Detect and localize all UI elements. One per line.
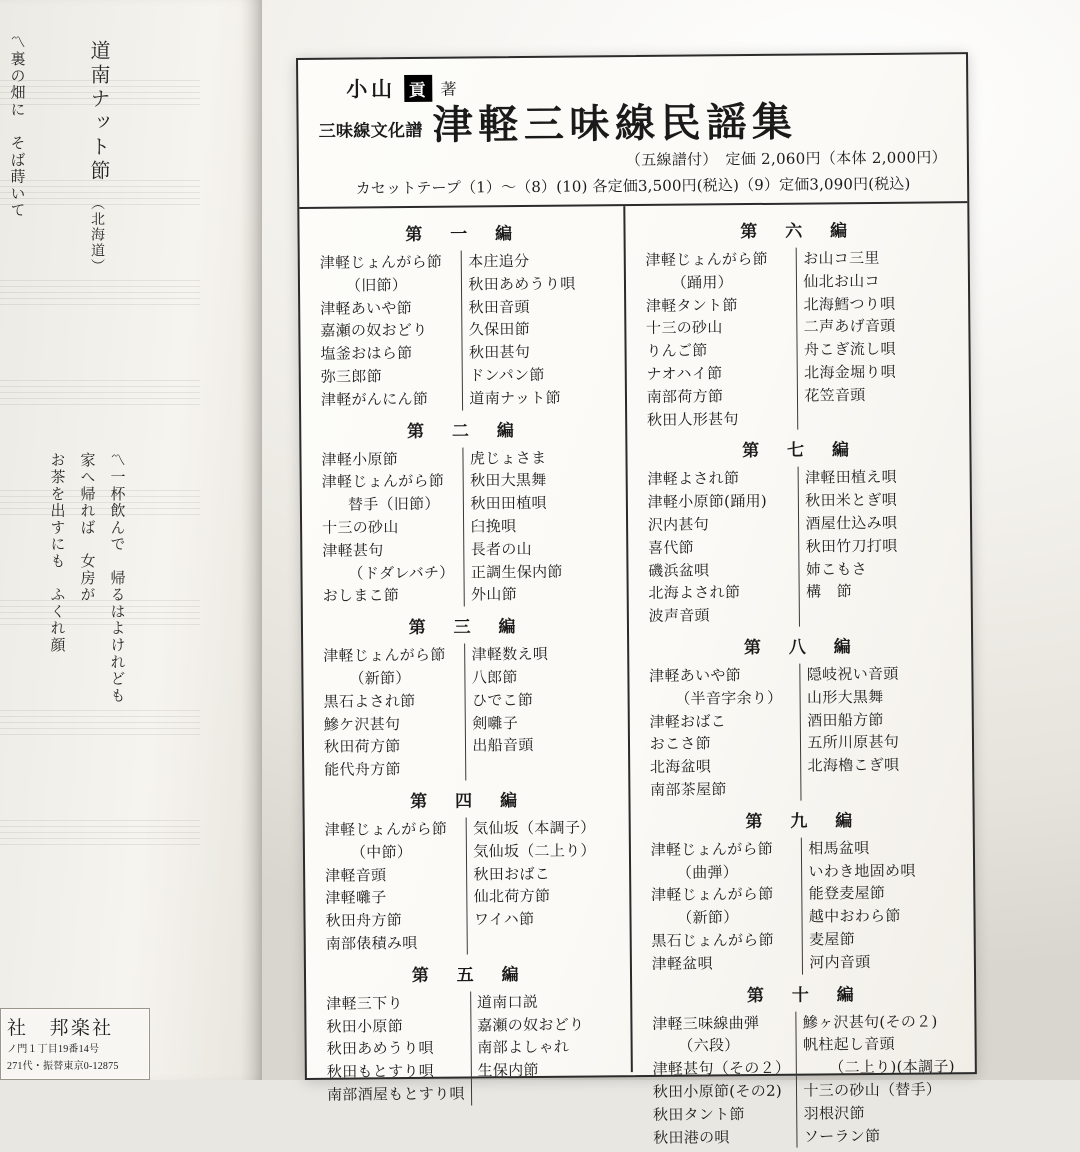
toc-section-heading: 第 九 編 <box>745 810 858 832</box>
lyric-line-1: 〽一杯飲んで 帰るはよけれども <box>108 452 127 704</box>
toc-section-heading: 第 三 編 <box>408 617 522 639</box>
toc-entry: 津軽小原節(踊用) <box>647 492 768 512</box>
toc-entry: 帆柱起し音頭 <box>802 1035 895 1054</box>
toc-entry: おこさ節 <box>649 734 712 754</box>
toc-subcolumn <box>643 664 802 802</box>
toc-entry: 津軽三下り <box>326 993 403 1013</box>
toc-entry: 秋田小原節(その2) <box>652 1081 783 1101</box>
toc-entry: 津軽じょんがら節 <box>650 839 774 859</box>
toc-entry: 舟こぎ流し唄 <box>803 339 896 359</box>
toc-section-body <box>319 816 616 955</box>
toc-entry: （踊用） <box>671 272 733 292</box>
toc-entry: 波声音頭 <box>648 606 710 626</box>
series-label: 三味線文化譜 <box>318 120 423 142</box>
toc-entry: 津軽タント節 <box>645 295 738 315</box>
author-name: 小山 <box>346 76 396 102</box>
toc-entry: 構 節 <box>805 582 853 601</box>
toc-entry: 道南口説 <box>476 992 539 1012</box>
toc-entry: （二上り)(本調子) <box>829 1057 955 1077</box>
toc-entry: おしまこ節 <box>322 586 400 606</box>
toc-entry: 秋田小原節 <box>326 1016 404 1036</box>
toc-entry: 沢内甚句 <box>647 515 710 534</box>
cassette-price-line: カセットテープ（1）～（8）(10) 各定価3,500円(税込)（9）定価3,090円(税込) <box>355 174 911 198</box>
toc-entry: ひでこ節 <box>471 690 534 710</box>
toc-subcolumn <box>639 248 798 432</box>
toc-entry: 久保田節 <box>468 320 531 339</box>
toc-entry: 正調生保内節 <box>470 562 563 582</box>
toc-entry: 嘉瀬の奴おどり <box>320 321 428 341</box>
toc-section-heading: 第 七 編 <box>742 440 855 462</box>
toc-entry: 秋田米とぎ唄 <box>805 490 898 510</box>
toc-entry: 秋田舟方節 <box>325 911 403 930</box>
toc-subcolumn <box>471 990 617 1105</box>
toc-entry: お山コ三里 <box>803 248 880 268</box>
toc-entry: 秋田人形甚句 <box>646 409 739 429</box>
toc-entry: 隠岐祝い音頭 <box>806 664 899 684</box>
toc-entry: 津軽じょんがら節 <box>645 249 768 269</box>
author-line <box>346 68 946 103</box>
toc-section-heading: 第 十 編 <box>746 984 860 1006</box>
toc-column-right <box>625 203 975 1147</box>
publisher-name: 社 邦楽社 <box>7 1018 114 1039</box>
toc-subcolumn <box>802 836 960 974</box>
toc-section-heading: 第 二 編 <box>406 420 520 442</box>
toc-entry: （新節） <box>677 908 739 927</box>
title-row <box>318 100 946 147</box>
toc-subcolumn <box>315 447 465 608</box>
toc-entry: 生保内節 <box>477 1061 539 1080</box>
toc-entry: 秋田あめうり唄 <box>468 274 576 294</box>
toc-section <box>646 979 962 1150</box>
toc-columns <box>299 203 975 1147</box>
toc-subcolumn <box>799 466 957 627</box>
toc-section <box>318 785 615 955</box>
toc-entry: （中節） <box>350 842 413 862</box>
toc-entry: 花笠音頭 <box>804 385 866 405</box>
toc-section <box>313 218 610 411</box>
toc-entry: 津軽じょんがら節 <box>321 472 445 492</box>
toc-entry: 道南ナット節 <box>469 388 561 408</box>
toc-entry: 津軽じょんがら節 <box>319 252 443 272</box>
publisher-address: ノ門１丁目19番14号 <box>7 1044 100 1055</box>
price-line: （五線譜付） 定価 2,060円（本体 2,000円） <box>625 148 947 170</box>
toc-subcolumn <box>464 446 613 607</box>
toc-entry: ナオハイ節 <box>646 364 723 383</box>
toc-entry: 鰺ヶ沢甚句(その２) <box>802 1011 938 1032</box>
publisher-account: 271代・振替東京0-12875 <box>7 1060 119 1072</box>
toc-section-heading: 第 六 編 <box>740 221 853 243</box>
toc-entry: 十三の砂山 <box>646 318 723 338</box>
toc-section-body <box>317 642 614 781</box>
lyric-line-top: 〽裏の畑に そば蒔いて <box>8 34 27 219</box>
toc-entry: 津軽よされ節 <box>647 469 740 489</box>
toc-entry: （六段） <box>678 1036 740 1056</box>
toc-entry: 羽根沢節 <box>803 1103 865 1123</box>
toc-section <box>639 215 955 431</box>
left-page-song-title: 道南ナット節 <box>87 40 111 184</box>
author-mark: 貢 <box>404 74 433 101</box>
toc-entry: 津軽あいや節 <box>649 666 742 685</box>
table-of-contents-page <box>296 52 977 1147</box>
toc-section-heading: 第 八 編 <box>743 637 857 659</box>
author-suffix: 著 <box>440 79 457 99</box>
book-title: 津軽三味線民謡集 <box>432 98 798 149</box>
toc-entry: （半音字余り） <box>675 688 783 708</box>
toc-entry: 津軽囃子 <box>325 888 387 908</box>
toc-entry: 嘉瀬の奴おどり <box>477 1015 585 1034</box>
book-masthead <box>298 54 967 209</box>
toc-entry: 越中おわら節 <box>808 906 901 926</box>
toc-entry: （新節） <box>349 668 411 688</box>
toc-entry: 津軽音頭 <box>325 865 387 885</box>
toc-entry: 酒田船方節 <box>807 710 884 730</box>
toc-entry: 喜代節 <box>647 538 695 557</box>
toc-entry: 相馬盆唄 <box>808 838 870 858</box>
toc-section-body <box>314 249 611 411</box>
toc-entry: 津軽盆唄 <box>651 954 713 973</box>
toc-entry: りんご節 <box>646 341 708 361</box>
toc-entry: 秋田もとすり唄 <box>326 1061 435 1081</box>
toc-subcolumn <box>646 1011 798 1149</box>
lyric-line-3: お茶を出すにも ふくれ顔 <box>48 452 67 654</box>
toc-entry: 剣囃子 <box>472 713 519 733</box>
toc-entry: 十三の砂山 <box>322 518 399 537</box>
toc-entry: 仙北荷方節 <box>473 887 551 906</box>
toc-entry: 津軽がんにん節 <box>320 389 429 409</box>
toc-entry: 津軽おばこ <box>649 711 727 731</box>
toc-entry: 鰺ケ沢甚句 <box>323 714 401 734</box>
toc-entry: 麦屋節 <box>809 930 856 949</box>
toc-entry: ワイハ節 <box>473 910 535 929</box>
toc-entry: 北海盆唄 <box>649 757 712 777</box>
toc-entry: 津軽甚句（その２） <box>652 1058 791 1079</box>
toc-section <box>315 415 612 608</box>
toc-entry: ドンパン節 <box>469 365 545 385</box>
toc-entry: 北海櫓こぎ唄 <box>807 755 900 775</box>
toc-entry: 北海よされ節 <box>648 583 741 603</box>
toc-subcolumn <box>465 642 614 780</box>
toc-subcolumn <box>801 662 959 800</box>
toc-entry: 気仙坂（本調子） <box>473 818 596 838</box>
toc-entry: 津軽じょんがら節 <box>650 885 774 905</box>
toc-section-heading: 第 一 編 <box>405 224 518 246</box>
toc-entry: 五所川原甚句 <box>807 733 900 752</box>
lyric-line-2: 家へ帰れば 女房が <box>78 452 97 604</box>
toc-entry: 河内音頭 <box>809 952 871 972</box>
toc-subcolumn <box>462 249 611 410</box>
toc-entry: 北海鱈つり唄 <box>803 294 896 314</box>
toc-subcolumn <box>317 644 467 782</box>
toc-section <box>320 959 617 1107</box>
toc-section <box>317 611 614 781</box>
toc-entry: 津軽甚句 <box>322 541 384 560</box>
toc-subcolumn <box>314 251 464 412</box>
toc-subcolumn <box>467 816 616 954</box>
toc-entry: （旧節） <box>345 275 408 295</box>
toc-entry: 八郎節 <box>471 668 518 687</box>
toc-subcolumn <box>641 467 800 628</box>
toc-subcolumn <box>320 991 472 1106</box>
toc-column-left <box>299 206 632 1104</box>
toc-section-body <box>315 446 612 608</box>
toc-subcolumn <box>797 1010 962 1148</box>
toc-entry: 秋田甚句 <box>468 343 531 362</box>
toc-entry: 秋田音頭 <box>468 297 530 317</box>
toc-entry: 気仙坂（二上り） <box>473 841 596 861</box>
toc-section <box>644 805 960 976</box>
toc-entry: 仙北お山コ <box>803 271 880 291</box>
toc-section <box>643 631 959 802</box>
toc-entry: 秋田田植唄 <box>470 494 547 513</box>
toc-entry: 秋田竹刀打唄 <box>805 536 898 556</box>
toc-entry: 能代舟方節 <box>324 760 401 779</box>
toc-entry: 能登麦屋節 <box>808 884 886 903</box>
toc-entry: いわき地固め唄 <box>808 861 916 881</box>
toc-entry: 南部荷方節 <box>646 387 724 406</box>
toc-section <box>641 435 957 628</box>
toc-entry: 黒石じょんがら節 <box>651 930 774 950</box>
toc-entry: 替手（旧節） <box>347 494 440 514</box>
toc-entry: 本庄追分 <box>468 251 530 271</box>
toc-entry: 虎じょさま <box>469 448 547 468</box>
toc-entry: 弥三郎節 <box>320 367 383 386</box>
toc-entry: 姉こもさ <box>805 559 868 579</box>
toc-entry: 山形大黒舞 <box>806 687 884 707</box>
toc-entry: 津軽小原節 <box>321 449 399 469</box>
publisher-stamp <box>0 1008 150 1080</box>
toc-entry: 外山節 <box>470 585 518 604</box>
toc-entry: 津軽三味線曲弾 <box>652 1013 760 1033</box>
toc-entry: 秋田港の唄 <box>653 1127 730 1147</box>
toc-entry: 津軽田植え唄 <box>804 468 897 487</box>
toc-entry: 秋田あめうり唄 <box>326 1039 434 1059</box>
toc-entry: 南部よしゃれ <box>477 1037 570 1057</box>
toc-section-heading: 第 四 編 <box>410 790 523 812</box>
toc-entry: 二声あげ音頭 <box>803 317 896 336</box>
toc-entry: 臼挽唄 <box>470 517 517 536</box>
toc-entry: 塩釜おはら節 <box>320 344 413 363</box>
toc-entry: （曲弾） <box>676 862 739 882</box>
toc-entry: 南部茶屋節 <box>650 780 727 799</box>
toc-entry: （ドダレバチ） <box>348 563 455 583</box>
toc-entry: 南部俵積み唄 <box>325 933 418 953</box>
toc-entry: 秋田大黒舞 <box>469 471 547 490</box>
toc-entry: 津軽じょんがら節 <box>324 819 448 839</box>
toc-section-body <box>643 662 958 802</box>
toc-subcolumn <box>645 837 804 975</box>
toc-entry: 秋田タント節 <box>652 1104 745 1124</box>
toc-section-body <box>641 466 957 628</box>
toc-entry: 十三の砂山（替手） <box>803 1080 942 1100</box>
toc-entry: 黒石よされ節 <box>323 691 416 711</box>
toc-subcolumn <box>797 246 955 430</box>
toc-section-heading: 第 五 編 <box>411 964 525 986</box>
toc-entry: 酒屋仕込み唄 <box>805 513 898 533</box>
toc-entry: 出船音頭 <box>472 736 534 755</box>
toc-entry: 津軽数え唄 <box>471 644 549 664</box>
toc-section-body <box>639 246 955 431</box>
toc-entry: ソーラン節 <box>803 1126 881 1146</box>
toc-entry: 津軽じょんがら節 <box>323 645 446 665</box>
left-page <box>0 0 262 1080</box>
toc-entry: 津軽あいや節 <box>320 298 413 318</box>
left-page-song-region: （北海道） <box>89 196 105 275</box>
toc-subcolumn <box>319 817 469 955</box>
toc-entry: 北海金堀り唄 <box>804 362 897 382</box>
toc-section-body <box>320 990 617 1107</box>
toc-section-body <box>645 836 960 976</box>
toc-entry: 南部酒屋もとすり唄 <box>326 1084 465 1104</box>
toc-entry: 長者の山 <box>470 539 532 559</box>
toc-entry: 秋田荷方節 <box>323 737 401 757</box>
toc-entry: 磯浜盆唄 <box>648 560 710 580</box>
toc-entry: 秋田おばこ <box>473 864 551 884</box>
